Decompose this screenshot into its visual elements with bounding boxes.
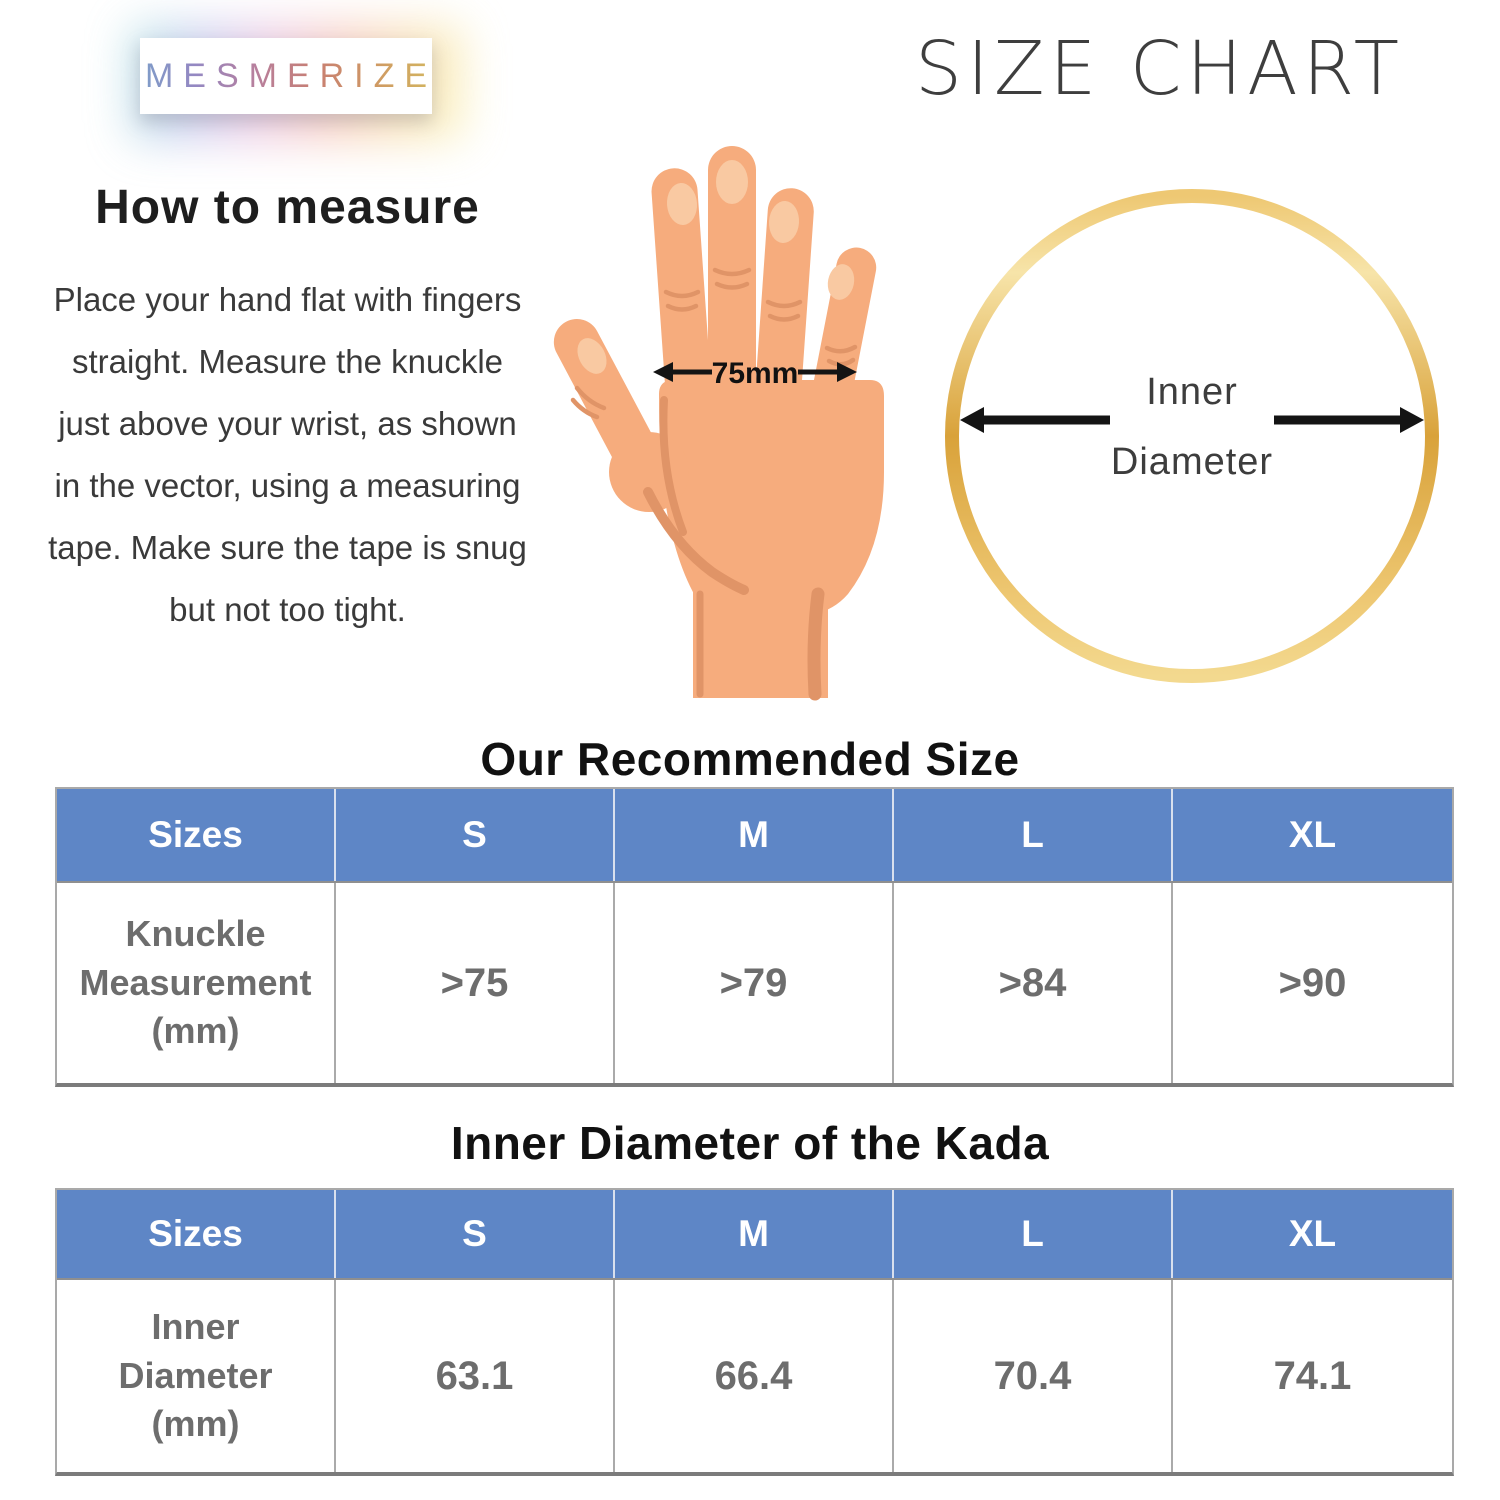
kada-ring (952, 196, 1432, 676)
hand-shape (552, 146, 884, 698)
how-to-measure-section (40, 180, 535, 641)
column-header-s: S (336, 1190, 615, 1278)
inner-diameter-title: Inner Diameter of the Kada (450, 1117, 1050, 1169)
column-header-sizes: Sizes (57, 789, 336, 881)
column-header-m: M (615, 789, 894, 881)
recommended-size-title: Our Recommended Size (480, 733, 1020, 785)
value-l: >84 (894, 883, 1173, 1083)
recommended-size-data-row (57, 883, 1452, 1083)
knuckle-measurement-label: 75mm (711, 357, 799, 390)
column-header-m: M (615, 1190, 894, 1278)
inner-diameter-table (55, 1188, 1454, 1476)
value-xl: >90 (1278, 960, 1347, 1005)
column-header-s: S (336, 789, 615, 881)
row-label-cell (57, 883, 336, 1083)
value-l: 70.4 (894, 1280, 1173, 1472)
column-header-xl: XL (1173, 789, 1452, 881)
inner-diameter-data-row (57, 1280, 1452, 1472)
brand-logo (112, 10, 482, 158)
value-m: >79 (615, 883, 894, 1083)
value-s: 63.1 (336, 1280, 615, 1472)
column-header-sizes: Sizes (57, 1190, 336, 1278)
row-label: Knuckle Measurement (mm) (79, 913, 312, 1052)
page-title: SIZE CHART (915, 26, 1404, 112)
how-to-measure-body: Place your hand flat with fingers straight. Measure the knuckle just above your wrist, as shown in the vector, using a measuring tape. Make sure the tape is snug but not too tight. (48, 281, 527, 628)
brand-name: MESMERIZE (135, 57, 437, 96)
inner-diameter-label-line1: Inner (1146, 371, 1238, 413)
recommended-size-table (55, 787, 1454, 1087)
inner-diameter-header-row (57, 1190, 1452, 1280)
value-xl: 74.1 (1273, 1353, 1352, 1398)
column-header-xl: XL (1173, 1190, 1452, 1278)
kada-diagram (938, 182, 1446, 690)
inner-diameter-label-line2: Diameter (1110, 441, 1274, 483)
column-header-l: L (894, 789, 1173, 881)
hand-illustration (552, 142, 904, 716)
how-to-measure-heading: How to measure (95, 181, 480, 234)
value-m: 66.4 (615, 1280, 894, 1472)
value-s: >75 (336, 883, 615, 1083)
row-label: Inner Diameter (mm) (118, 1306, 273, 1445)
recommended-size-header-row (57, 789, 1452, 883)
column-header-l: L (894, 1190, 1173, 1278)
row-label-cell (57, 1280, 336, 1472)
logo-box (140, 38, 438, 114)
